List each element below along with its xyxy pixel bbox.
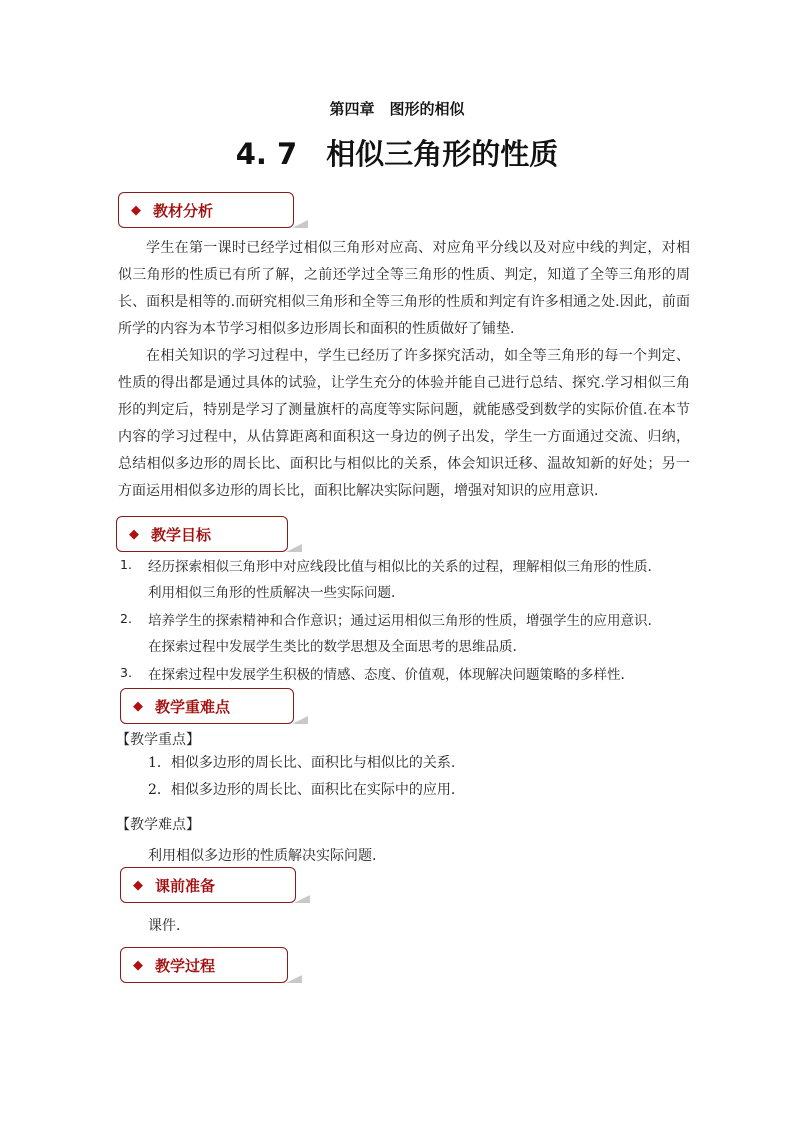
section-header-analysis [118, 192, 294, 228]
section-header-prep [120, 867, 296, 903]
section-header-process [120, 947, 288, 983]
section-title: 教材分析 [153, 201, 214, 220]
section-title: 教学过程 [155, 956, 216, 975]
section-title: 教学目标 [151, 525, 212, 544]
section-title: 课前准备 [155, 876, 216, 895]
goal-number: 2. [120, 611, 132, 626]
section-header-keypoints [120, 688, 294, 724]
section-tail-decoration [292, 716, 308, 724]
goal-item-line: 经历探索相似三角形中对应线段比值与相似比的关系的过程，理解相似三角形的性质. [148, 559, 652, 575]
diamond-bullet-icon: ◆ [133, 877, 143, 893]
goal-item-line: 利用相似三角形的性质解决一些实际问题. [148, 585, 396, 601]
diamond-bullet-icon: ◆ [131, 202, 141, 218]
key-point-item: 1．相似多边形的周长比、面积比与相似比的关系. [148, 755, 456, 771]
section-tail-decoration [292, 220, 308, 228]
difficult-points-label: 【教学难点】 [116, 817, 200, 833]
chapter-heading: 第四章 图形的相似 [329, 100, 465, 118]
diamond-bullet-icon: ◆ [129, 526, 139, 542]
diamond-bullet-icon: ◆ [133, 957, 143, 973]
goal-item-line: 在探索过程中发展学生积极的情感、态度、价值观，体现解决问题策略的多样性. [148, 667, 625, 683]
diamond-bullet-icon: ◆ [133, 698, 143, 714]
goal-item-line: 培养学生的探索精神和合作意识；通过运用相似三角形的性质，增强学生的应用意识. [148, 613, 652, 629]
section-title: 教学重难点 [155, 697, 231, 716]
goal-number: 3. [120, 665, 132, 680]
analysis-paragraph-2: 在相关知识的学习过程中，学生已经历了许多探究活动，如全等三角形的每一个判定、性质的得出都是通过具体的试验，让学生充分的体验并能自己进行总结、探究.学习相似三角形的判定后，特别是学习了测量旗杆的高度等实际问题，就能感受到数学的实际价值.在本节内容的学习过程中，从估算距离和面积这一身边的例子出发，学生一方面通过交流、归纳，总结相似多边形的周长比、面积比与相似比的关系，体会知识迁移、温故知新的好处；另一方面运用相似多边形的周长比，面积比解决实际问题，增强对知识的应用意识. [118, 348, 690, 499]
page-title: 4. 7 相似三角形的性质 [235, 137, 559, 171]
goal-item-line: 在探索过程中发展学生类比的数学思想及全面思考的思维品质. [148, 639, 517, 655]
section-tail-decoration [294, 895, 310, 903]
section-tail-decoration [286, 975, 302, 983]
analysis-paragraph-1: 学生在第一课时已经学过相似三角形对应高、对应角平分线以及对应中线的判定，对相似三角形的性质已有所了解，之前还学过全等三角形的性质、判定，知道了全等三角形的周长、面积是相等的.而研究相似三角形和全等三角形的性质和判定有许多相通之处.因此，前面所学的内容为本节学习相似多边形周长和面积的性质做好了铺垫. [118, 240, 690, 337]
key-points-label: 【教学重点】 [116, 732, 200, 748]
goal-number: 1. [120, 557, 132, 572]
difficult-point-text: 利用相似多边形的性质解决实际问题. [148, 848, 377, 864]
section-tail-decoration [286, 544, 302, 552]
key-point-item: 2．相似多边形的周长比、面积比在实际中的应用. [148, 782, 456, 798]
prep-text: 课件. [148, 918, 181, 934]
section-header-goals [116, 516, 288, 552]
